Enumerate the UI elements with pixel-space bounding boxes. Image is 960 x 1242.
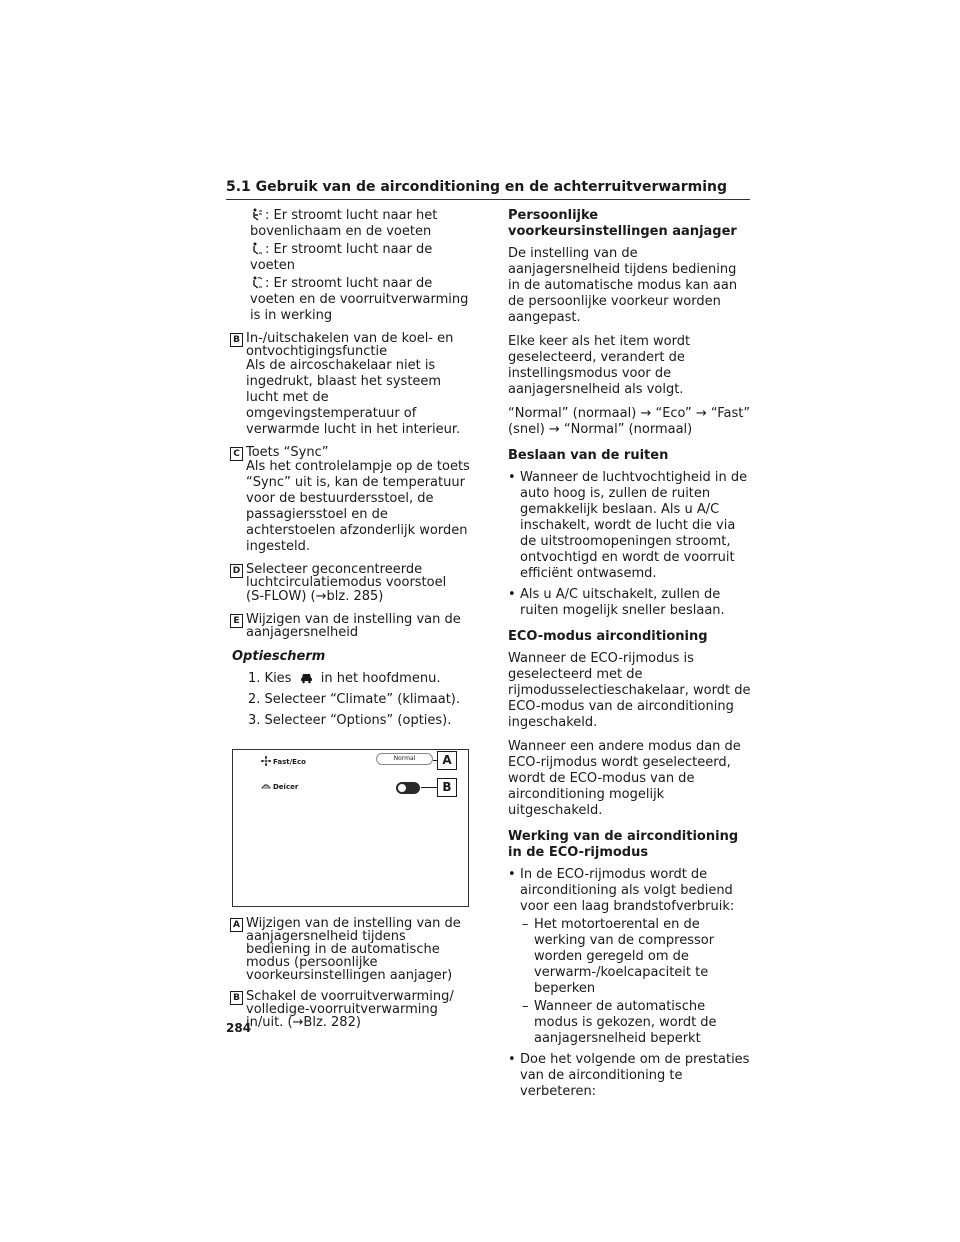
key-desc: Als de aircoschakelaar niet is ingedrukt, blaast het systeem lucht met de omgevingstemperatuur of verwarmde lucht in het interieur. (246, 358, 461, 437)
heading-eco-operation: Werking van de airconditioning in de ECO-rijmodus (508, 829, 739, 860)
key-badge: E (230, 614, 243, 628)
key-badge: A (230, 918, 243, 932)
mode-text: : Er stroomt lucht naar het bovenlichaam en de voeten (250, 208, 438, 239)
heading-eco-mode: ECO-modus airconditioning (508, 629, 708, 644)
legend-b-item (232, 990, 474, 1029)
step-item (248, 713, 474, 729)
fast-eco-label: Fast/Eco (273, 758, 306, 766)
fan-icon (261, 756, 271, 766)
key-desc: Als het controlelampje op de toets “Sync” uit is, kan de temperatuur voor de bestuurdersstoel, de passagiersstoel en de achterstoelen afzonderlijk worden ingesteld. (246, 459, 470, 554)
options-heading: Optiescherm (232, 649, 326, 664)
eco-sublist (520, 917, 752, 1047)
step-text: in het hoofdmenu. (320, 671, 441, 686)
key-badge: C (230, 447, 243, 461)
callout-leader (421, 787, 437, 788)
list-item (508, 867, 752, 1047)
step-item (248, 671, 474, 687)
paragraph: Elke keer als het item wordt geselecteerd, verandert de instellingsmodus voor de aanjagersnelheid als volgt. (508, 334, 691, 397)
mode-text: : Er stroomt lucht naar de voeten (250, 242, 433, 273)
step-text: Selecteer “Climate” (klimaat). (264, 692, 461, 707)
callout-a: A (437, 751, 457, 770)
airflow-upper-body-feet-icon (250, 208, 263, 221)
mode-feet-defroster (232, 276, 474, 324)
eco-list (508, 867, 752, 1100)
airflow-feet-defroster-icon (250, 276, 263, 289)
step-text: Kies (264, 671, 292, 686)
mode-feet (232, 242, 474, 274)
page-number: 284 (226, 1021, 252, 1035)
list-item: • Doe het volgende om de prestaties van de airconditioning te verbeteren: (508, 1052, 752, 1100)
list-item: • Wanneer de luchtvochtigheid in de auto hoog is, zullen de ruiten gemakkelijk beslaan. Als u A/C inschakelt, wordt de lucht die via de uitstroomopeningen stroomt, ontvochtigd en wordt de voorruit efficiënt ontwasemd. (508, 470, 752, 582)
car-icon (300, 671, 313, 684)
list-item: • Als u A/C uitschakelt, zullen de ruiten mogelijk sneller beslaan. (508, 587, 752, 619)
paragraph: “Normal” (normaal) → “Eco” → “Fast” (snel) → “Normal” (normaal) (508, 406, 751, 437)
heading-fogging: Beslaan van de ruiten (508, 448, 669, 463)
key-e-item (232, 613, 474, 639)
key-badge: D (230, 564, 243, 578)
deicer-label: Deicer (273, 783, 299, 791)
legend-text: Wijzigen van de instelling van de aanjagersnelheid tijdens bediening in de automatische modus (persoonlijke voorkeursinstellingen aanjager) (246, 916, 461, 983)
callout-b: B (437, 778, 457, 797)
sublist-item: – Het motortoerental en de werking van de compressor worden geregeld om de verwarm-/koelcapaciteit te beperken (520, 917, 752, 997)
defroster-icon (261, 782, 271, 790)
step-item (248, 692, 474, 708)
left-column (232, 208, 474, 1037)
key-title: Wijzigen van de instelling van de aanjagersnelheid (246, 612, 461, 640)
paragraph: Wanneer een andere modus dan de ECO-rijmodus wordt geselecteerd, wordt de ECO-modus van de airconditioning mogelijk uitgeschakeld. (508, 739, 741, 818)
step-text: Selecteer “Options” (opties). (264, 713, 452, 728)
options-screen-illustration (232, 749, 469, 907)
airflow-feet-icon (250, 242, 263, 255)
fogging-list (508, 470, 752, 619)
key-badge: B (230, 333, 243, 347)
key-title: In-/uitschakelen van de koel- en ontvochtigingsfunctie (246, 331, 454, 359)
key-desc: (S-FLOW) (→blz. 285) (246, 589, 384, 604)
step-number: 1. (248, 671, 261, 686)
sublist-item: – Wanneer de automatische modus is gekozen, wordt de aanjagersnelheid beperkt (520, 999, 752, 1047)
section-header: 5.1 Gebruik van de airconditioning en de achterruitverwarming (226, 178, 750, 200)
mode-text: : Er stroomt lucht naar de voeten en de voorruitverwarming is in werking (250, 276, 469, 323)
step-number: 3. (248, 713, 261, 728)
right-column (508, 208, 752, 1108)
heading-blower-preferences: Persoonlijke voorkeursinstellingen aanjager (508, 208, 737, 239)
key-badge: B (230, 991, 243, 1005)
key-b-item (232, 332, 474, 438)
legend-a-item (232, 917, 474, 982)
mode-upper-body-feet (232, 208, 474, 240)
key-title: Selecteer geconcentreerde luchtcirculatiemodus voorstoel (246, 562, 447, 590)
list-text: In de ECO-rijmodus wordt de airconditioning als volgt bediend voor een laag brandstofverbruik: (520, 867, 735, 914)
fast-eco-selector[interactable]: Normal (376, 753, 433, 765)
legend-text: Schakel de voorruitverwarming/ volledige-voorruitverwarming in/uit. (→Blz. 282) (246, 989, 454, 1030)
step-number: 2. (248, 692, 261, 707)
key-c-item (232, 446, 474, 555)
options-steps (232, 671, 474, 729)
key-title: Toets “Sync” (246, 445, 329, 460)
paragraph: De instelling van de aanjagersnelheid tijdens bediening in de automatische modus kan aan de persoonlijke voorkeur worden aangepast. (508, 246, 738, 325)
paragraph: Wanneer de ECO-rijmodus is geselecteerd met de rijmodusselectieschakelaar, wordt de ECO-modus van de airconditioning ingeschakeld. (508, 651, 751, 730)
key-d-item (232, 563, 474, 605)
deicer-toggle[interactable] (396, 782, 420, 794)
